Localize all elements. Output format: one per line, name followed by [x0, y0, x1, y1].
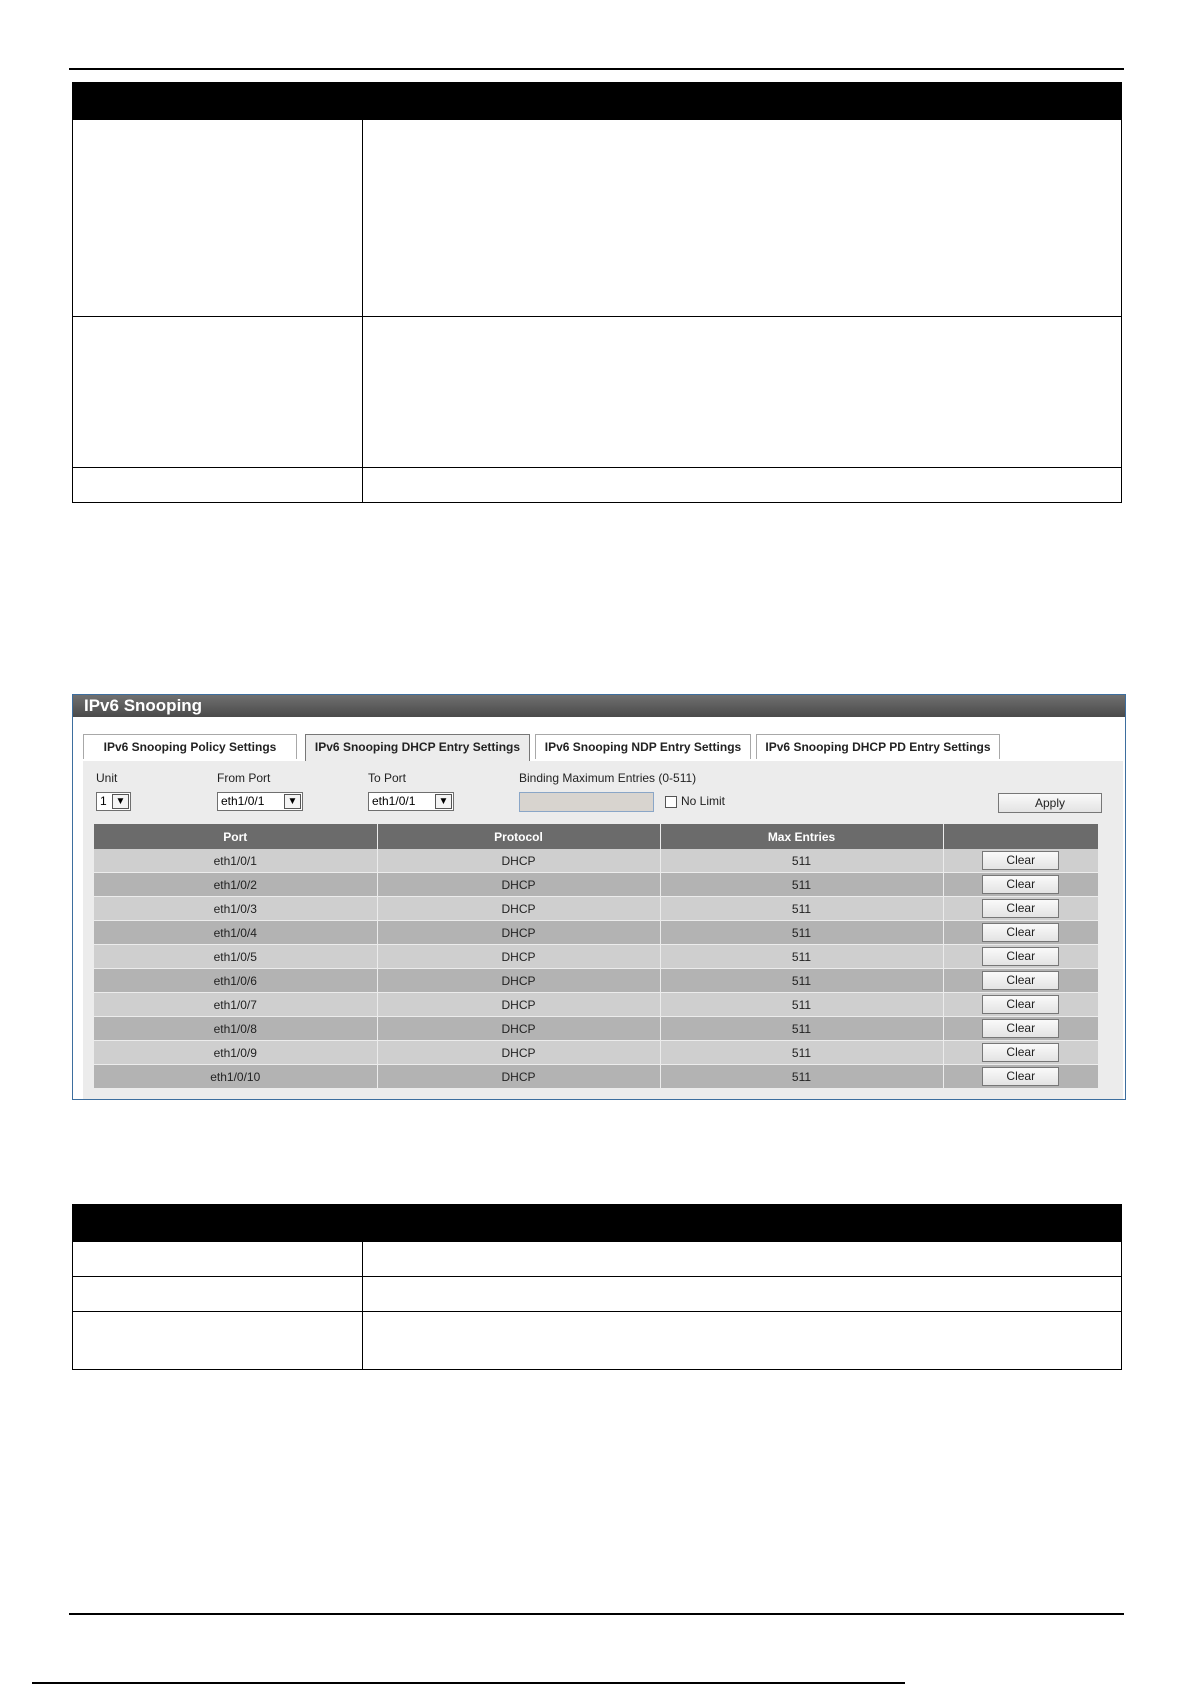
parameter-row [73, 317, 1122, 468]
parameter-row [73, 468, 1122, 503]
cell-max-entries: 511 [660, 849, 943, 873]
cell-port: eth1/0/10 [94, 1065, 377, 1089]
table-header-row [94, 824, 1099, 849]
binding-max-entries-label: Binding Maximum Entries (0-511) [519, 771, 697, 785]
cell-action [943, 1041, 1099, 1065]
cell-protocol: DHCP [377, 849, 660, 873]
tab-policy-settings[interactable]: IPv6 Snooping Policy Settings [83, 734, 297, 759]
chevron-down-icon: ▼ [284, 794, 301, 809]
column-header-port: Port [94, 824, 377, 849]
cell-port: eth1/0/1 [94, 849, 377, 873]
clear-button[interactable]: Clear [982, 1043, 1059, 1062]
cell-port: eth1/0/9 [94, 1041, 377, 1065]
cell-port: eth1/0/7 [94, 993, 377, 1017]
table-row [94, 945, 1099, 969]
table-row [94, 993, 1099, 1017]
cell-port: eth1/0/2 [94, 873, 377, 897]
cell-action [943, 873, 1099, 897]
cell-max-entries: 511 [660, 969, 943, 993]
tab-ndp-entry-settings[interactable]: IPv6 Snooping NDP Entry Settings [535, 734, 751, 759]
clear-button[interactable]: Clear [982, 1019, 1059, 1038]
cell-action [943, 969, 1099, 993]
no-limit-checkbox[interactable] [665, 796, 677, 808]
to-port-select-value: eth1/0/1 [372, 794, 416, 808]
from-port-select[interactable] [217, 792, 303, 811]
table-row [94, 1041, 1099, 1065]
from-port-select-value: eth1/0/1 [221, 794, 265, 808]
unit-select[interactable] [96, 792, 131, 811]
cell-port: eth1/0/5 [94, 945, 377, 969]
table-row [94, 897, 1099, 921]
no-limit-label: No Limit [681, 794, 726, 808]
table-row [94, 1017, 1099, 1041]
table-row [94, 849, 1099, 873]
unit-label: Unit [96, 771, 118, 785]
cell-port: eth1/0/6 [94, 969, 377, 993]
clear-button[interactable]: Clear [982, 947, 1059, 966]
cell-max-entries: 511 [660, 921, 943, 945]
cell-port: eth1/0/8 [94, 1017, 377, 1041]
cell-max-entries: 511 [660, 1017, 943, 1041]
table-row [94, 1065, 1099, 1089]
cell-protocol: DHCP [377, 1041, 660, 1065]
clear-button[interactable]: Clear [982, 923, 1059, 942]
clear-button[interactable]: Clear [982, 1067, 1059, 1086]
cell-max-entries: 511 [660, 993, 943, 1017]
tab-dhcp-pd-entry-settings[interactable]: IPv6 Snooping DHCP PD Entry Settings [756, 734, 1000, 759]
cell-protocol: DHCP [377, 945, 660, 969]
parameter-row [73, 1277, 1122, 1312]
dhcp-entry-table [94, 824, 1099, 1089]
cell-protocol: DHCP [377, 897, 660, 921]
cell-action [943, 897, 1099, 921]
clear-button[interactable]: Clear [982, 995, 1059, 1014]
tab-dhcp-entry-settings[interactable]: IPv6 Snooping DHCP Entry Settings [305, 734, 530, 761]
cell-port: eth1/0/3 [94, 897, 377, 921]
clear-button[interactable]: Clear [982, 851, 1059, 870]
panel-title: IPv6 Snooping [73, 695, 1125, 717]
tab-content [83, 761, 1123, 1100]
cell-max-entries: 511 [660, 1041, 943, 1065]
cell-protocol: DHCP [377, 969, 660, 993]
cell-action [943, 849, 1099, 873]
to-port-label: To Port [368, 771, 407, 785]
cell-protocol: DHCP [377, 993, 660, 1017]
parameter-table-2 [72, 1204, 1122, 1370]
cell-protocol: DHCP [377, 873, 660, 897]
cell-max-entries: 511 [660, 945, 943, 969]
cell-max-entries: 511 [660, 873, 943, 897]
cell-action [943, 921, 1099, 945]
cell-protocol: DHCP [377, 921, 660, 945]
cell-action [943, 993, 1099, 1017]
parameter-table-header [73, 1205, 1122, 1242]
unit-select-value: 1 [100, 794, 107, 808]
binding-max-entries-input[interactable] [519, 792, 654, 812]
top-rule [69, 68, 1124, 70]
cell-protocol: DHCP [377, 1017, 660, 1041]
column-header-protocol: Protocol [377, 824, 660, 849]
cell-action [943, 945, 1099, 969]
column-header-max-entries: Max Entries [660, 824, 943, 849]
chevron-down-icon: ▼ [435, 794, 452, 809]
parameter-table-1 [72, 82, 1122, 503]
cell-action [943, 1065, 1099, 1089]
from-port-label: From Port [217, 771, 271, 785]
cell-port: eth1/0/4 [94, 921, 377, 945]
cell-max-entries: 511 [660, 897, 943, 921]
parameter-table-header [73, 83, 1122, 120]
column-header-action [943, 824, 1099, 849]
parameter-row [73, 1312, 1122, 1370]
bottom-rule [69, 1613, 1124, 1615]
chevron-down-icon: ▼ [112, 794, 129, 809]
table-row [94, 969, 1099, 993]
ipv6-snooping-panel [72, 694, 1126, 1100]
cell-max-entries: 511 [660, 1065, 943, 1089]
clear-button[interactable]: Clear [982, 971, 1059, 990]
cell-protocol: DHCP [377, 1065, 660, 1089]
cell-action [943, 1017, 1099, 1041]
parameter-row [73, 1242, 1122, 1277]
clear-button[interactable]: Clear [982, 899, 1059, 918]
clear-button[interactable]: Clear [982, 875, 1059, 894]
to-port-select[interactable] [368, 792, 454, 811]
table-row [94, 921, 1099, 945]
parameter-row [73, 120, 1122, 317]
apply-button[interactable]: Apply [998, 793, 1102, 813]
table-row [94, 873, 1099, 897]
